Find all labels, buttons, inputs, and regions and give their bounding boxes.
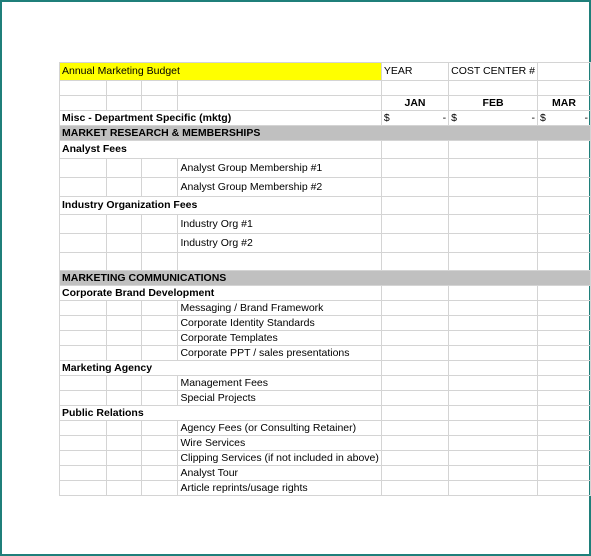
- cost-center-label[interactable]: COST CENTER #: [449, 63, 538, 81]
- category-row: [60, 197, 591, 215]
- feb-value[interactable]: [449, 111, 538, 126]
- item-row: [60, 234, 591, 253]
- dash-value: -: [442, 112, 447, 124]
- misc-label[interactable]: Misc - Department Specific (mktg): [60, 111, 382, 126]
- item-row: [60, 331, 591, 346]
- section-marketing-comms-title[interactable]: MARKETING COMMUNICATIONS: [60, 271, 591, 286]
- month-jan[interactable]: JAN: [381, 96, 448, 111]
- category-brand-development[interactable]: Corporate Brand Development: [60, 286, 382, 301]
- budget-spreadsheet: [59, 62, 591, 496]
- line-item[interactable]: Analyst Tour: [178, 466, 381, 481]
- currency-symbol: $: [451, 112, 457, 124]
- section-market-research-title[interactable]: MARKET RESEARCH & MEMBERSHIPS: [60, 126, 591, 141]
- line-item[interactable]: Wire Services: [178, 436, 381, 451]
- line-item[interactable]: Analyst Group Membership #2: [178, 178, 381, 197]
- item-row: [60, 346, 591, 361]
- item-row: [60, 215, 591, 234]
- mar-value[interactable]: [537, 111, 590, 126]
- item-row: [60, 451, 591, 466]
- category-marketing-agency[interactable]: Marketing Agency: [60, 361, 382, 376]
- line-item[interactable]: Management Fees: [178, 376, 381, 391]
- line-item[interactable]: Article reprints/usage rights: [178, 481, 381, 496]
- item-row: [60, 178, 591, 197]
- category-row: [60, 406, 591, 421]
- category-industry-org[interactable]: Industry Organization Fees: [60, 197, 382, 215]
- month-feb[interactable]: FEB: [449, 96, 538, 111]
- category-public-relations[interactable]: Public Relations: [60, 406, 382, 421]
- currency-symbol: $: [539, 112, 546, 124]
- section-header-row: [60, 271, 591, 286]
- item-row: [60, 421, 591, 436]
- item-row: [60, 301, 591, 316]
- year-label[interactable]: YEAR: [381, 63, 448, 81]
- category-row: [60, 286, 591, 301]
- month-mar[interactable]: MAR: [537, 96, 590, 111]
- category-row: [60, 141, 591, 159]
- line-item[interactable]: Special Projects: [178, 391, 381, 406]
- line-item[interactable]: Corporate Identity Standards: [178, 316, 381, 331]
- line-item[interactable]: Corporate Templates: [178, 331, 381, 346]
- item-row: [60, 316, 591, 331]
- currency-symbol: $: [383, 112, 390, 124]
- misc-row: [60, 111, 591, 126]
- category-row: [60, 361, 591, 376]
- line-item[interactable]: Industry Org #2: [178, 234, 381, 253]
- item-row: [60, 481, 591, 496]
- sheet-title[interactable]: Annual Marketing Budget: [60, 63, 382, 81]
- item-row: [60, 159, 591, 178]
- line-item[interactable]: Messaging / Brand Framework: [178, 301, 381, 316]
- section-header-row: [60, 126, 591, 141]
- title-row: [60, 63, 591, 81]
- jan-value[interactable]: [381, 111, 448, 126]
- item-row: [60, 466, 591, 481]
- blank-row: [60, 253, 591, 271]
- cell-empty[interactable]: [537, 63, 590, 81]
- blank-row: [60, 81, 591, 96]
- item-row: [60, 436, 591, 451]
- item-row: [60, 376, 591, 391]
- dash-value: -: [531, 112, 535, 124]
- line-item[interactable]: Corporate PPT / sales presentations: [178, 346, 381, 361]
- line-item[interactable]: Clipping Services (if not included in above): [178, 451, 381, 466]
- line-item[interactable]: Analyst Group Membership #1: [178, 159, 381, 178]
- category-analyst-fees[interactable]: Analyst Fees: [60, 141, 382, 159]
- dash-value: -: [584, 112, 588, 124]
- line-item[interactable]: Industry Org #1: [178, 215, 381, 234]
- line-item[interactable]: Agency Fees (or Consulting Retainer): [178, 421, 381, 436]
- month-header-row: [60, 96, 591, 111]
- item-row: [60, 391, 591, 406]
